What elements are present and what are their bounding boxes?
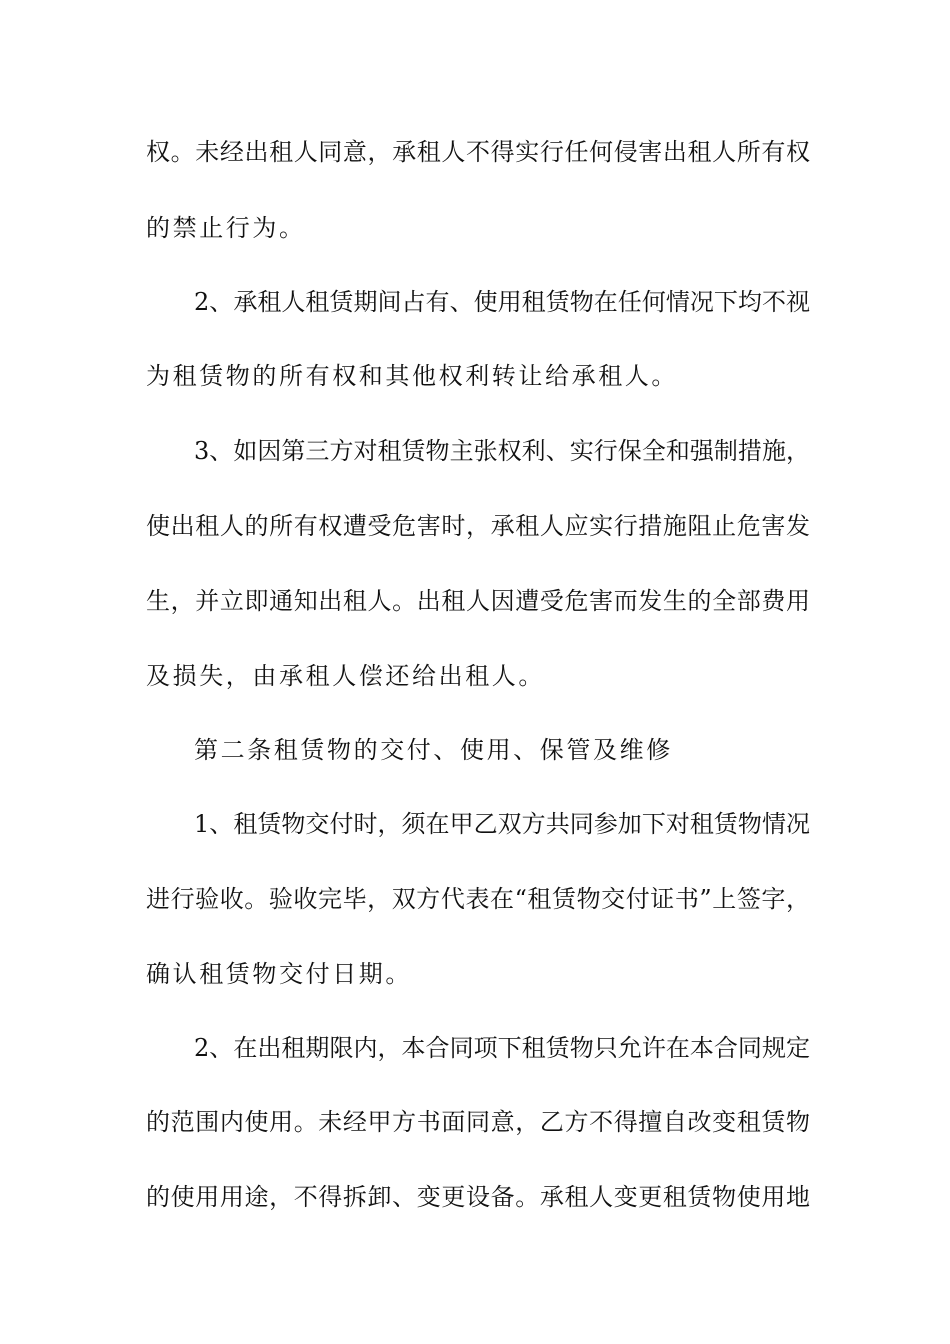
text-line: 2、承租人租赁期间占有、使用租赁物在任何情况下均不视 <box>194 288 810 316</box>
text-line: 生，并立即通知出租人。出租人因遭受危害而发生的全部费用 <box>146 587 810 615</box>
text-line: 确认租赁物交付日期。 <box>146 960 412 988</box>
text-line: 的使用用途，不得拆卸、变更设备。承租人变更租赁物使用地 <box>146 1183 810 1211</box>
text-line: 进行验收。验收完毕，双方代表在“租赁物交付证书”上签字， <box>146 885 810 913</box>
text-line: 1、租赁物交付时，须在甲乙双方共同参加下对租赁物情况 <box>194 810 810 838</box>
section-heading: 第二条租赁物的交付、使用、保管及维修 <box>194 736 673 764</box>
text-line: 为租赁物的所有权和其他权利转让给承租人。 <box>146 362 678 390</box>
text-line: 的禁止行为。 <box>146 214 306 242</box>
text-line: 使出租人的所有权遭受危害时，承租人应实行措施阻止危害发 <box>146 512 810 540</box>
text-line: 3、如因第三方对租赁物主张权利、实行保全和强制措施， <box>194 437 810 465</box>
text-line: 2、在出租期限内，本合同项下租赁物只允许在本合同规定 <box>194 1034 810 1062</box>
text-line: 及损失，由承租人偿还给出租人。 <box>146 662 545 690</box>
text-line: 的范围内使用。未经甲方书面同意，乙方不得擅自改变租赁物 <box>146 1108 810 1136</box>
text-line: 权。未经出租人同意，承租人不得实行任何侵害出租人所有权 <box>146 138 810 166</box>
